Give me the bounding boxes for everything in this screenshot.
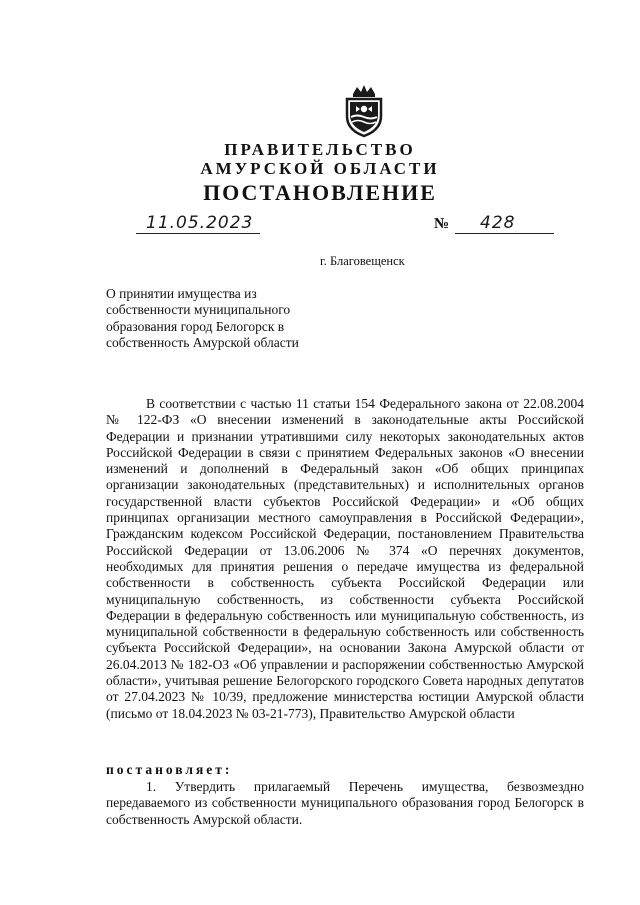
document-type: ПОСТАНОВЛЕНИЕ (203, 180, 437, 205)
preamble-paragraph: В соответствии с частью 11 статьи 154 Федерального закона от 22.08.2004 № 122-ФЗ «О внесении изменений в законодательные акты Российской Федерации и признании утратившими силу некоторых законодательных актов Российской Федерации в связи с принятием Федеральных законов «О внесении изменений и дополнений в Федеральный закон «Об общих принципах организации законодательных (представительных) и исполнительных органов государственной власти субъектов Российской Федерации» и «Об общих принципах организации местного самоуправления в Российской Федерации», Гражданским кодексом Российской Федерации, постановлением Правительства Российской Федерации от 13.06.2006 № 374 «О перечнях документов, необходимых для принятия решения о передаче имущества из федеральной собственности в собственность субъекта Российской Федерации или муниципальную собственность, из собственности субъекта Российской Федерации в федеральную собственность или муниципальную собственность, из муниципальной собственности в федеральную собственность или собственность субъекта Российской Федерации», на основании Закона Амурской области от 26.04.2013 № 182-ОЗ «Об управлении и распоряжении собственностью Амурской области», учитывая решение Белогорского городского Совета народных депутатов от 27.04.2023 № 10/39, предложение министерства юстиции Амурской области (письмо от 18.04.2023 № 03-21-773), Правительство Амурской области (106, 396, 584, 721)
coat-of-arms-icon (341, 84, 387, 138)
city: г. Благовещенск (320, 254, 405, 268)
document-subject: О принятии имущества из собственности муниципального образования город Белогорск в собственность Амурской области (106, 286, 299, 350)
document-number: 428 (480, 213, 516, 233)
decree-word: постановляет: (106, 762, 233, 777)
number-underline (455, 233, 554, 234)
date-underline (136, 233, 260, 234)
number-label: № (434, 216, 450, 232)
document-date: 11.05.2023 (146, 213, 254, 233)
org-name-line2: АМУРСКОЙ ОБЛАСТИ (200, 159, 440, 178)
org-name-line1: ПРАВИТЕЛЬСТВО (224, 140, 416, 159)
decree-point-1: 1. Утвердить прилагаемый Перечень имущества, безвозмездно передаваемого из собственности муниципального образования город Белогорск в собственность Амурской области. (106, 779, 584, 827)
